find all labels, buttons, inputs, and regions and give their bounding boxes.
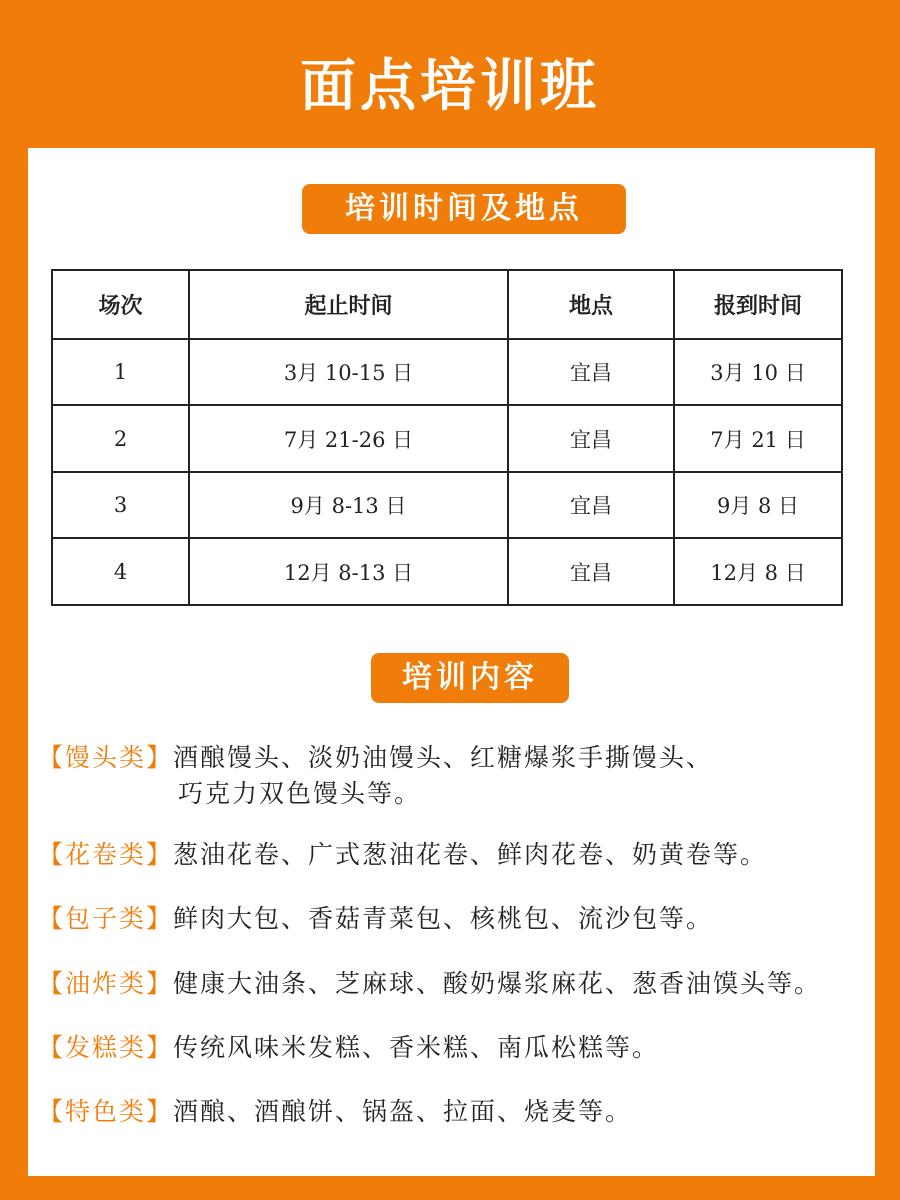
table-header-row	[52, 270, 842, 339]
table-row	[52, 339, 842, 406]
cell-location: 宜昌	[508, 405, 674, 472]
cell-session: 1	[52, 339, 189, 406]
content-item-tese	[38, 1094, 868, 1130]
table-row	[52, 405, 842, 472]
category-description: 葱油花卷、广式葱油花卷、鲜肉花卷、奶黄卷等。	[173, 840, 768, 869]
table-row	[52, 538, 842, 605]
category-open-bracket: 【	[38, 840, 66, 869]
cell-dates: 9月 8-13 日	[189, 472, 508, 539]
cell-session: 4	[52, 538, 189, 605]
section-heading-schedule: 培训时间及地点	[302, 184, 626, 234]
cell-checkin: 3月 10 日	[674, 339, 842, 406]
category-label: 油炸类	[65, 969, 147, 998]
content-item-huajuan	[38, 837, 868, 873]
content-item-mantou	[38, 740, 868, 812]
cell-checkin: 7月 21 日	[674, 405, 842, 472]
category-open-bracket: 【	[38, 1033, 66, 1062]
category-description: 鲜肉大包、香菇青菜包、核桃包、流沙包等。	[173, 904, 714, 933]
category-label: 花卷类	[65, 840, 147, 869]
category-label: 特色类	[65, 1097, 147, 1126]
category-description: 传统风味米发糕、香米糕、南瓜松糕等。	[173, 1033, 660, 1062]
category-open-bracket: 【	[38, 904, 66, 933]
category-close-bracket: 】	[146, 904, 174, 933]
cell-dates: 12月 8-13 日	[189, 538, 508, 605]
category-close-bracket: 】	[146, 1097, 174, 1126]
column-header-dates: 起止时间	[189, 270, 508, 339]
cell-location: 宜昌	[508, 472, 674, 539]
content-item-baozi	[38, 901, 868, 937]
cell-dates: 3月 10-15 日	[189, 339, 508, 406]
content-item-youzha	[38, 966, 868, 1002]
category-label: 发糕类	[65, 1033, 147, 1062]
category-close-bracket: 】	[146, 969, 174, 998]
cell-checkin: 12月 8 日	[674, 538, 842, 605]
page-title: 面点培训班	[300, 54, 600, 119]
column-header-checkin: 报到时间	[674, 270, 842, 339]
category-label: 包子类	[65, 904, 147, 933]
category-close-bracket: 】	[146, 743, 174, 772]
category-open-bracket: 【	[38, 743, 66, 772]
schedule-table	[51, 269, 843, 606]
cell-location: 宜昌	[508, 538, 674, 605]
category-description: 酒酿馒头、淡奶油馒头、红糖爆浆手撕馒头、	[173, 743, 714, 772]
column-header-location: 地点	[508, 270, 674, 339]
category-open-bracket: 【	[38, 1097, 66, 1126]
category-description-continued: 巧克力双色馒头等。	[178, 779, 422, 808]
content-card	[28, 148, 875, 1176]
category-description: 酒酿、酒酿饼、锅盔、拉面、烧麦等。	[173, 1097, 633, 1126]
table-row	[52, 472, 842, 539]
column-header-session: 场次	[52, 270, 189, 339]
cell-dates: 7月 21-26 日	[189, 405, 508, 472]
content-item-fagao	[38, 1030, 868, 1066]
section-heading-content: 培训内容	[371, 653, 569, 703]
category-close-bracket: 】	[146, 840, 174, 869]
category-close-bracket: 】	[146, 1033, 174, 1062]
category-description: 健康大油条、芝麻球、酸奶爆浆麻花、葱香油馍头等。	[173, 969, 822, 998]
cell-session: 3	[52, 472, 189, 539]
category-label: 馒头类	[65, 743, 147, 772]
cell-location: 宜昌	[508, 339, 674, 406]
cell-session: 2	[52, 405, 189, 472]
cell-checkin: 9月 8 日	[674, 472, 842, 539]
category-open-bracket: 【	[38, 969, 66, 998]
